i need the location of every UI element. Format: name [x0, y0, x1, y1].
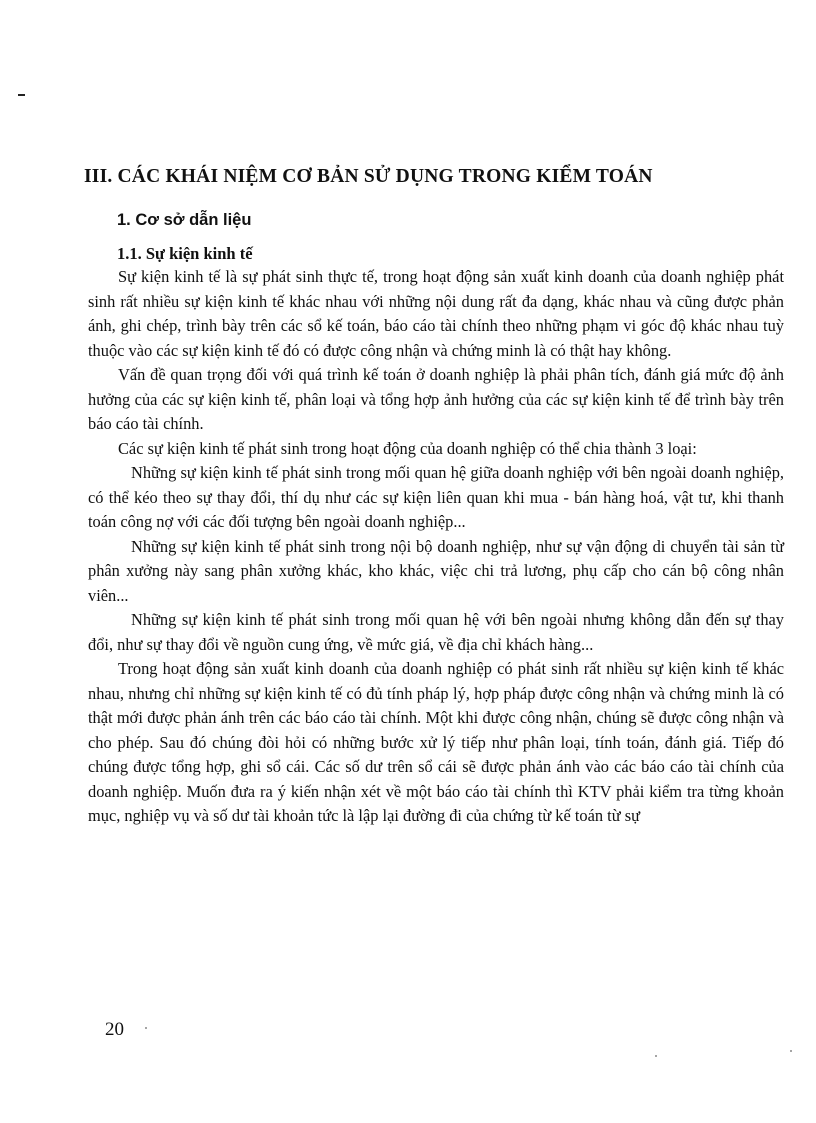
- paragraph-type-external: Những sự kiện kinh tế phát sinh trong mối quan hệ giữa doanh nghiệp với bên ngoài doanh nghiệp, có thể kéo theo sự thay đổi, thí dụ như các sự kiện liên quan khi mua - bán hàng hoá, vật tư, khi thanh toán công nợ với các đối tượng bên ngoài doanh nghiệp...: [88, 463, 784, 531]
- paragraph-important-issue: Vấn đề quan trọng đối với quá trình kế toán ở doanh nghiệp là phải phân tích, đánh giá mức độ ảnh hưởng của các sự kiện kinh tế, phân loại và tổng hợp ảnh hưởng của các sự kiện kinh tế để trình bày trên báo cáo tài chính.: [88, 365, 784, 433]
- paragraph-type-internal: Những sự kiện kinh tế phát sinh trong nội bộ doanh nghiệp, như sự vận động di chuyển tài sản từ phân xưởng này sang phân xưởng khác, kho khác, việc chi trả lương, phụ cấp cho cán bộ công nhân viên...: [88, 536, 784, 605]
- margin-mark: [18, 94, 25, 96]
- scan-speck: [790, 1050, 792, 1052]
- subsubsection-heading: 1.1. Sự kiện kinh tế: [117, 244, 253, 263]
- subsection-heading: 1. Cơ sở dẫn liệu: [117, 211, 252, 229]
- paragraph-recognition-process: Trong hoạt động sản xuất kinh doanh của doanh nghiệp có phát sinh rất nhiều sự kiện kinh tế khác nhau, nhưng chỉ những sự kiện kinh tế có đủ tính pháp lý, hợp pháp được công nhận và chứng minh là có thật mới được phản ánh trên các báo cáo tài chính. Một khi được công nhận, chúng sẽ được công nhận và cho phép. Sau đó chúng đòi hỏi có những bước xử lý tiếp như phân loại, tính toán, đánh giá. Tiếp đó chúng được tổng hợp, ghi sổ cái. Các số dư trên sổ cái sẽ được phản ánh vào các báo cáo tài chính của doanh nghiệp. Muốn đưa ra ý kiến nhận xét về một báo cáo tài chính thì KTV phải kiểm tra từng khoản mục, nghiệp vụ và số dư tài khoản tức là lập lại đường đi của chứng từ kế toán từ sự: [88, 659, 784, 825]
- scan-speck: [655, 1055, 657, 1057]
- paragraph-three-types: Các sự kiện kinh tế phát sinh trong hoạt động của doanh nghiệp có thể chia thành 3 loại:: [118, 438, 697, 458]
- paragraph-economic-event-definition: Sự kiện kinh tế là sự phát sinh thực tế, trong hoạt động sản xuất kinh doanh của doanh nghiệp phát sinh rất nhiều sự kiện kinh tế khác nhau với những nội dung rất đa dạng, khác nhau và cũng được phản ánh, ghi chép, trình bày trên các sổ kế toán, báo cáo tài chính theo những phạm vi góc độ khác nhau tuỳ thuộc vào các sự kiện kinh tế đó có được công nhận và chứng minh là có thật hay không.: [88, 267, 784, 360]
- section-heading: III. CÁC KHÁI NIỆM CƠ BẢN SỬ DỤNG TRONG KIỂM TOÁN: [84, 166, 653, 187]
- body-text: [88, 265, 784, 829]
- scan-speck: [145, 1027, 147, 1029]
- page-number: 20: [105, 1019, 124, 1040]
- paragraph-type-no-change: Những sự kiện kinh tế phát sinh trong mối quan hệ với bên ngoài nhưng không dẫn đến sự thay đổi, như sự thay đổi về nguồn cung ứng, về mức giá, về địa chỉ khách hàng...: [88, 610, 784, 654]
